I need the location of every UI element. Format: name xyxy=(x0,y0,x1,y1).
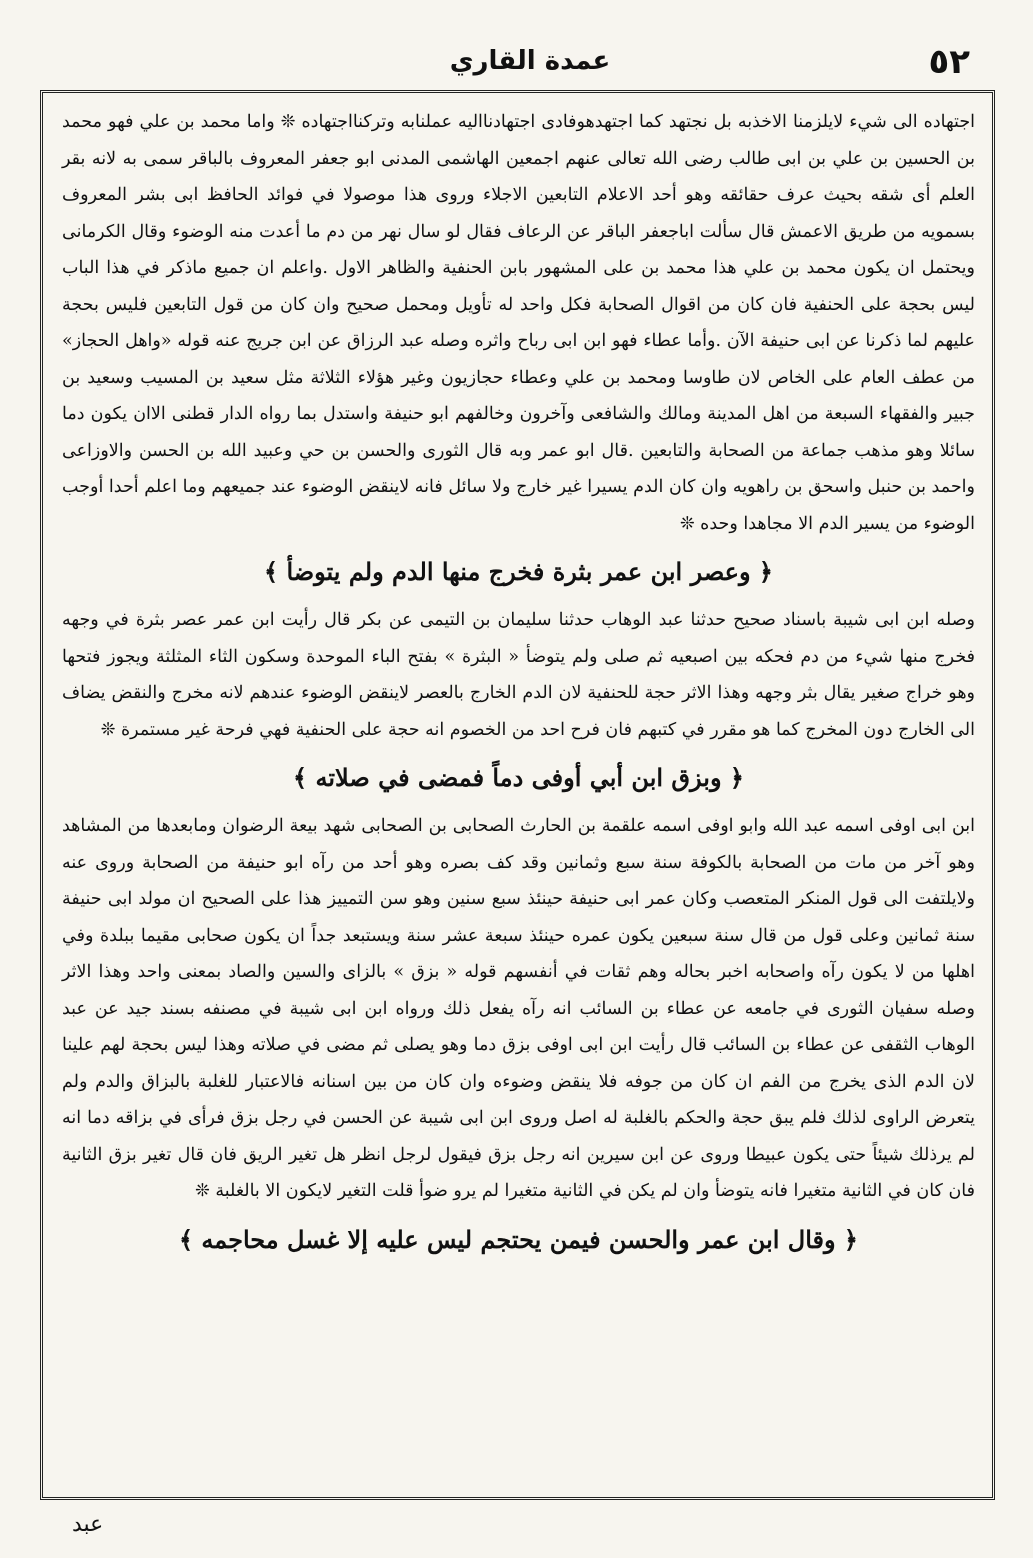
catchword: عبد xyxy=(72,1512,104,1537)
section-heading-3: ﴿ وقال ابن عمر والحسن فيمن يحتجم ليس عليه إلا غسل محاجمه ﴾ xyxy=(179,1224,858,1254)
running-title: عمدة القاري xyxy=(449,46,611,76)
main-text xyxy=(62,104,975,1270)
paragraph-2: وصله ابن ابى شيبة باسناد صحيح حدثنا عبد الوهاب حدثنا سليمان بن التيمى عن بكر قال رأيت ابن عمر عصر بثرة في وجهه فخرج منها شيء من دم فحكه بين اصبعيه ثم صلى ولم يتوضأ « البثرة » بفتح الباء الموحدة وسكون الثاء المثلثة ويجوز فتحها وهو خراج صغير يقال بثر وجهه وهذا الاثر حجة للحنفية لان الدم الخارج بالعصر لاينقض الوضوء عندهم لانه مخرج والنقض يضاف الى الخارج دون المخرج كما هو مقرر في كتبهم فان فرح احد من الخصوم انه حجة على الحنفية فهي فرحة غير مستمرة ❊ xyxy=(62,610,975,740)
section-heading-1: ﴿ وعصر ابن عمر بثرة فخرج منها الدم ولم يتوضأ ﴾ xyxy=(264,557,773,586)
page-number: ٥٢ xyxy=(928,42,970,82)
paragraph-1: اجتهاده الى شيء لايلزمنا الاخذبه بل نجتهد كما اجتهدهوفادى اجتهادنااليه عملنابه وتركنااجتهاده ❊ واما محمد بن علي فهو محمد بن الحسين بن علي بن ابى طالب رضى الله تعالى عنهم اجمعين الهاشمى المدنى ابو جعفر المعروف بالباقر سمى به لانه بقر العلم أى شقه بحيث عرف حقائقه وهو أحد الاعلام التابعين الاجلاء وروى هذا موصولا في فوائد الحافظ ابى بشر المعروف بسمويه من طريق الاعمش قال سألت اباجعفر الباقر عن الرعاف فقال لو سال نهر من دم ما أعدت منه الوضوء وقال الكرمانى ويحتمل ان يكون محمد بن علي هذا محمد بن على المشهور بابن الحنفية والظاهر الاول .واعلم ان جميع ماذكر في هذا الباب ليس بحجة على الحنفية فان كان من اقوال الصحابة فكل واحد له تأويل ومحمل صحيح وان كان من قول التابعين فليس بحجة عليهم لما ذكرنا عن ابى حنيفة الآن .وأما عطاء فهو ابن ابى رباح واثره وصله عبد الرزاق عن ابن جريج عنه قوله «واهل الحجاز» من عطف العام على الخاص لان طاوسا ومحمد بن علي وعطاء حجازيون وغير هؤلاء الثلاثة مثل سعيد بن المسيب وسعيد بن جبير والفقهاء السبعة من اهل المدينة ومالك والشافعى وآخرون وخالفهم ابو حنيفة واستدل بما رواه الدار قطنى الاان يكون دما سائلا وهو مذهب جماعة من الصحابة والتابعين .قال ابو عمر وبه قال الثورى والحسن بن حي وعبيد الله بن الحسن والاوزاعى واحمد بن حنبل واسحق بن راهويه وان كان الدم يسيرا غير خارج ولا سائل فانه لاينقض الوضوء عند جميعهم وما اعلم أحدا أوجب الوضوء من يسير الدم الا مجاهدا وحده ❊ xyxy=(62,112,975,534)
page-header xyxy=(60,40,1000,92)
section-heading-2: ﴿ وبزق ابن أبي أوفى دماً فمضى في صلاته ﴾ xyxy=(293,763,744,792)
paragraph-3: ابن ابى اوفى اسمه عبد الله وابو اوفى اسمه علقمة بن الحارث الصحابى بن الصحابى شهد بيعة الرضوان ومابعدها من المشاهد وهو آخر من مات من الصحابة بالكوفة سنة سبع وثمانين وقد كف بصره وهو أحد من رآه ابو حنيفة من الصحابة وروى عنه ولايلتفت الى قول المنكر المتعصب وكان عمر ابى حنيفة حينئذ سبع سنين وهو سن التمييز هذا على الصحيح ان مولد ابى حنيفة سنة ثمانين وعلى قول من قال سنة سبعين يكون عمره حينئذ سبعة عشر سنة ويستبعد جداً ان يكون صحابى مقيما ببلدة وفي اهلها من لا يكون رآه واصحابه اخبر بحاله وهم ثقات في أنفسهم قوله « بزق » بالزاى والسين والصاد بمعنى واحد وهذا الاثر وصله سفيان الثورى في جامعه عن عطاء بن السائب انه رآه يفعل ذلك ورواه ابن ابى شيبة في مصنفه بسند جيد عن عبد الوهاب الثقفى عن عطاء بن السائب قال رأيت ابن ابى اوفى بزق دما وهو يصلى ثم مضى في صلاته وهذا ليس بحجة لهم علينا لان الدم الذى يخرج من الفم ان كان من جوفه فلا ينقض وضوءه وان كان من بين اسنانه فالاعتبار للغلبة بالبزاق والدم ولم يتعرض الراوى لذلك فلم يبق حجة والحكم بالغلبة له اصل وروى ابن ابى شيبة عن الحسن في رجل بزق فرأى في بزاقه دما انه لم يرذلك شيئاً حتى يكون عبيطا وروى عن ابن سيرين انه رجل بزق فيقول لرجل انظر هل تغير الريق فان قال تغير بزق الثانية فان كان في الثانية متغيرا فانه يتوضأ وان لم يكن في الثانية متغيرا لم يرو ضوأ قلت التغير لايكون الا بالغلبة ❊ xyxy=(62,816,975,1201)
